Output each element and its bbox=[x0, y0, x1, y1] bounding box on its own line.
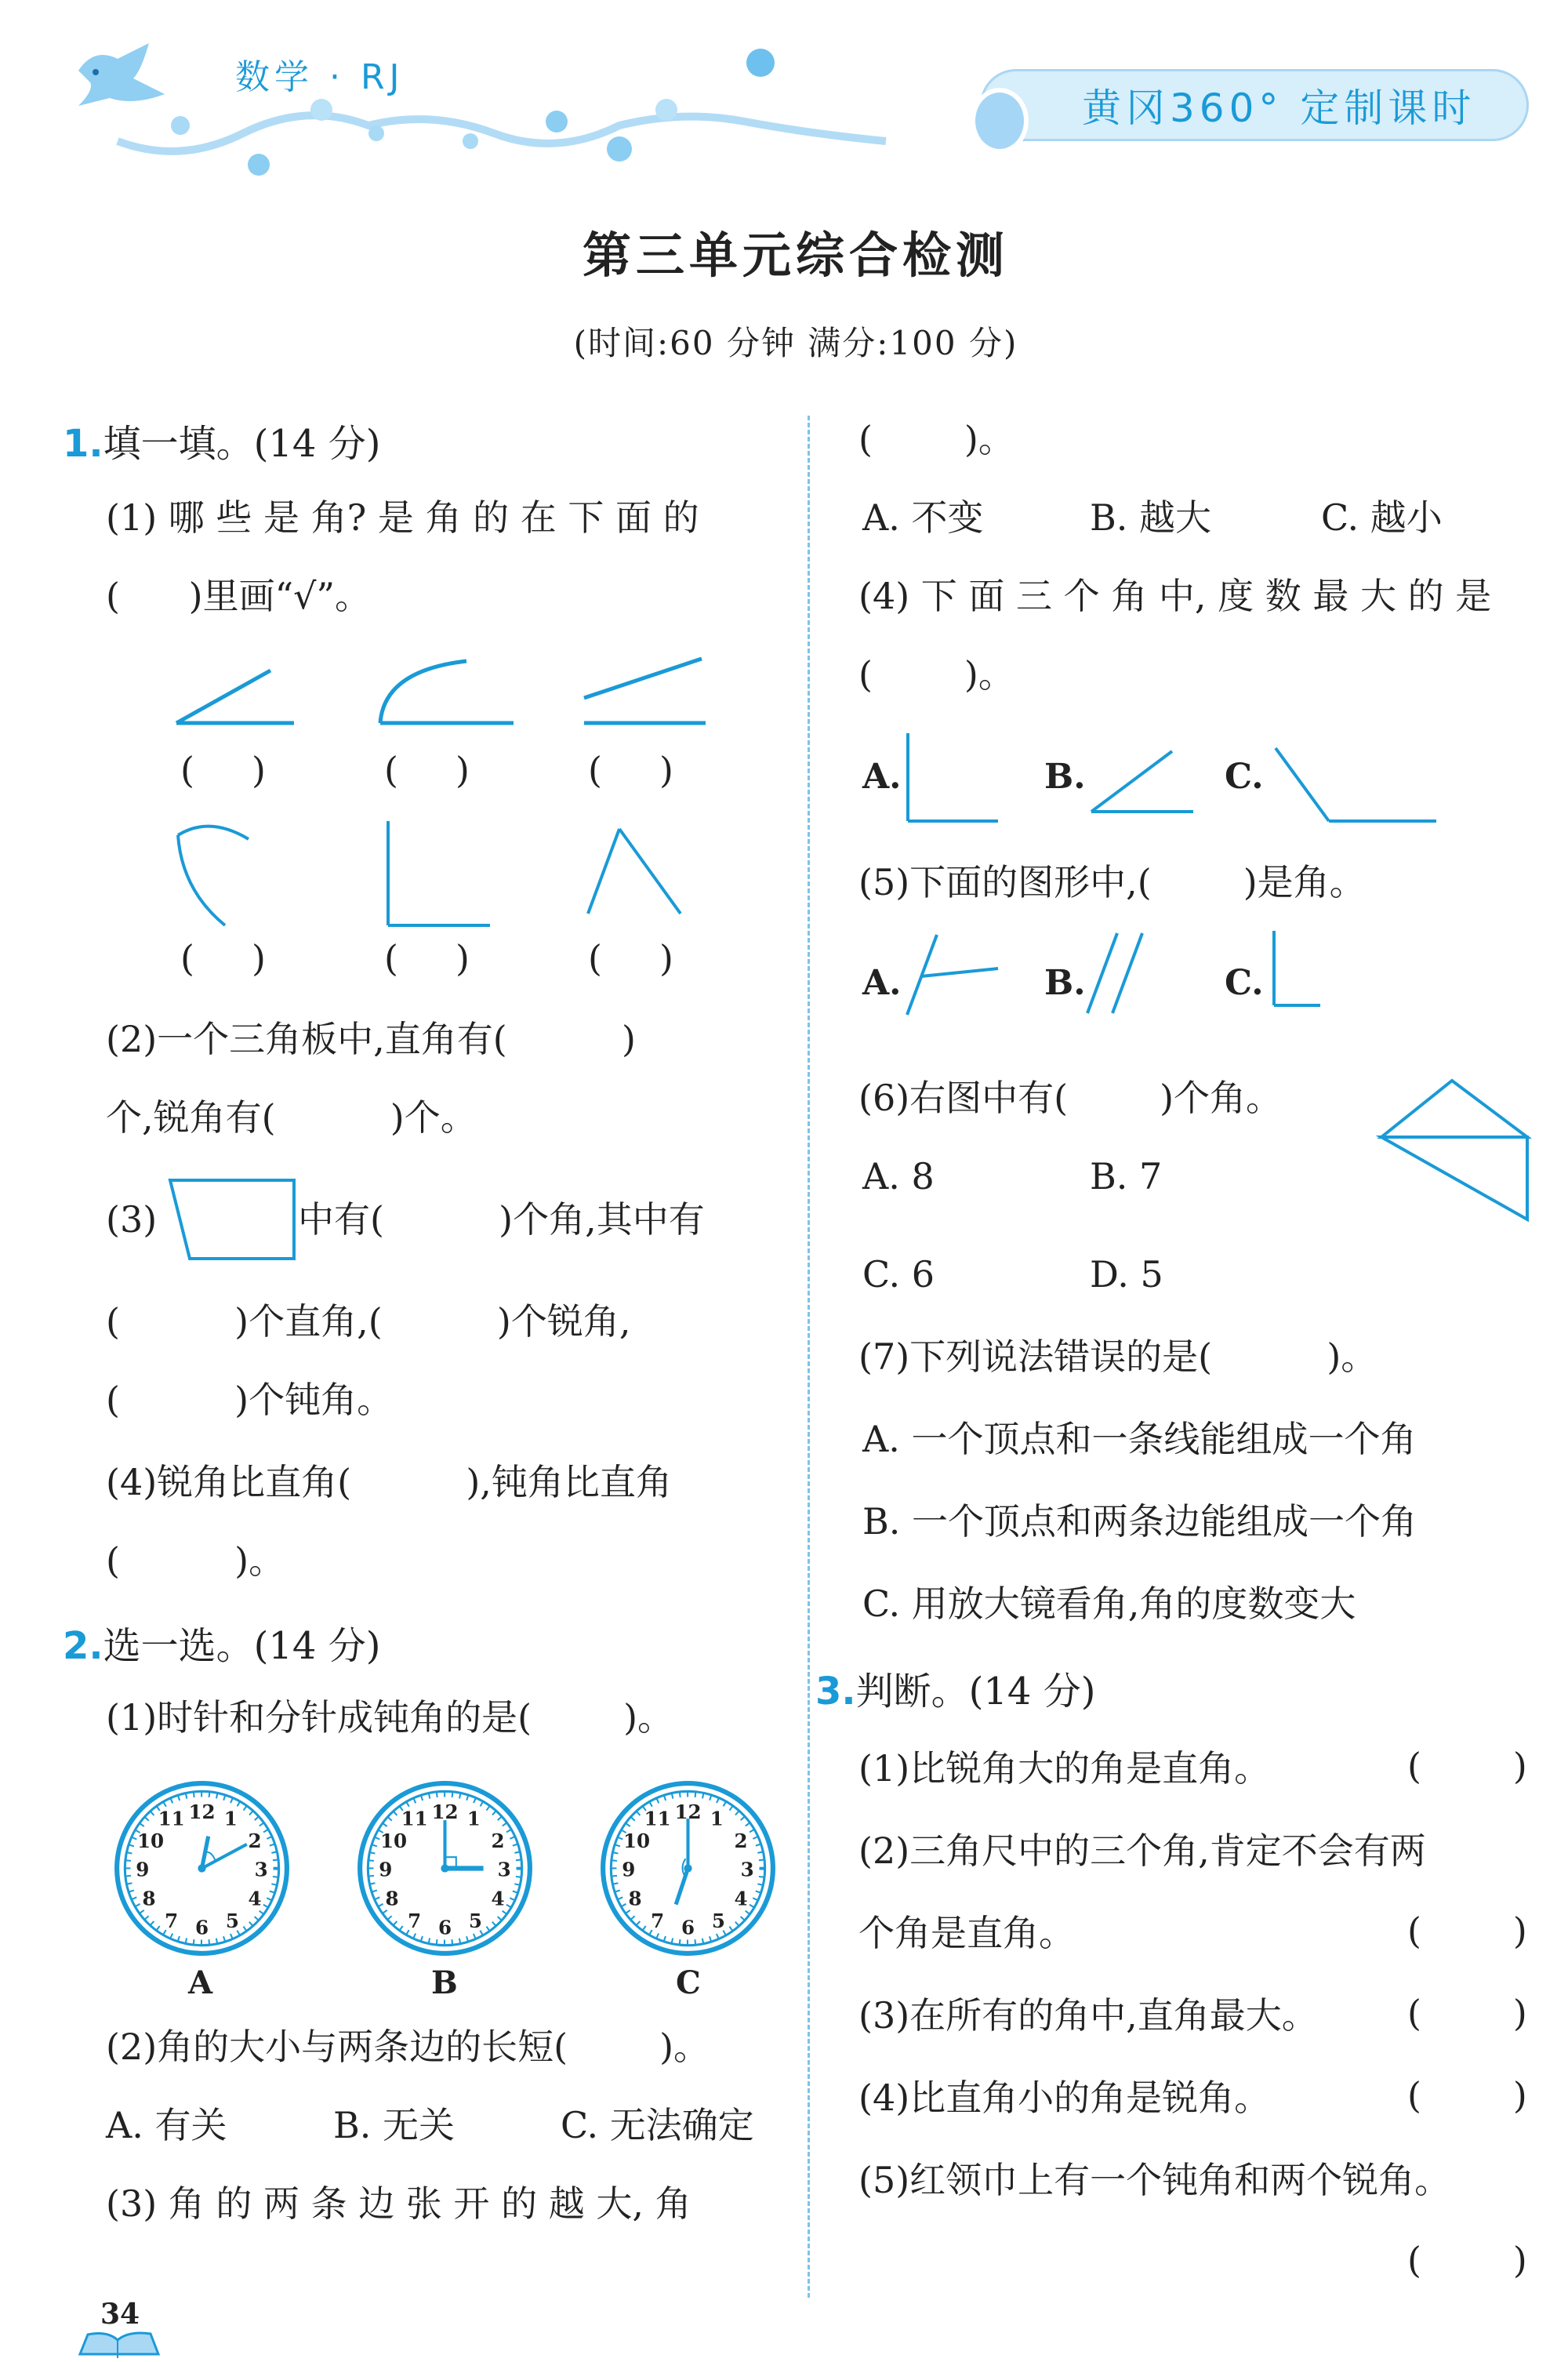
q3-2-text-cont: 个角是直角。 bbox=[858, 1912, 1075, 1954]
svg-text:6: 6 bbox=[681, 1916, 695, 1939]
svg-text:11: 11 bbox=[401, 1807, 428, 1830]
figure-open-lines bbox=[580, 655, 721, 725]
figure-trapezoid bbox=[169, 1176, 294, 1263]
svg-text:2: 2 bbox=[734, 1829, 748, 1852]
q2-4-option-a[interactable]: A. bbox=[862, 757, 902, 797]
q1-3-line1: 中有( )个角,其中有 bbox=[298, 1198, 705, 1241]
clock-b-label: B bbox=[431, 1964, 458, 2001]
q3-5-text: (5)红领巾上有一个钝角和两个锐角。 bbox=[858, 2159, 1451, 2201]
q2-5-figure-b-parallel-lines bbox=[1086, 932, 1149, 1018]
q2-5-text: (5)下面的图形中,( )是角。 bbox=[858, 861, 1366, 903]
subject-label: 数学 · RJ bbox=[235, 57, 405, 97]
q2-3-line1: (3) 角 的 两 条 边 张 开 的 越 大, 角 bbox=[106, 2182, 691, 2225]
svg-text:6: 6 bbox=[437, 1916, 452, 1939]
svg-text:10: 10 bbox=[622, 1829, 651, 1852]
svg-text:7: 7 bbox=[651, 1910, 665, 1933]
q2-7-option-a[interactable]: A. 一个顶点和一条线能组成一个角 bbox=[862, 1418, 1417, 1460]
section-2-heading: 2.选一选。(14 分) bbox=[63, 1624, 381, 1668]
page-title: 第三单元综合检测 bbox=[582, 227, 1009, 284]
q2-3-option-b[interactable]: B. 越大 bbox=[1090, 496, 1212, 539]
svg-text:3: 3 bbox=[740, 1858, 754, 1881]
q2-4-line1: (4) 下 面 三 个 角 中, 度 数 最 大 的 是 bbox=[858, 575, 1492, 617]
answer-blank-1f[interactable]: ( ) bbox=[588, 937, 674, 979]
svg-text:3: 3 bbox=[497, 1858, 511, 1881]
figure-two-curves bbox=[174, 819, 299, 929]
clock-c-icon bbox=[600, 1780, 776, 1957]
figure-right-angle bbox=[384, 819, 510, 929]
svg-text:7: 7 bbox=[165, 1910, 179, 1933]
svg-text:1: 1 bbox=[223, 1807, 238, 1830]
svg-text:5: 5 bbox=[468, 1910, 482, 1933]
q2-3-option-c[interactable]: C. 越小 bbox=[1321, 496, 1443, 539]
page-number: 34 bbox=[100, 2298, 140, 2331]
q2-6-option-a[interactable]: A. 8 bbox=[862, 1155, 935, 1197]
figure-acute-angle bbox=[172, 655, 298, 725]
answer-blank-1c[interactable]: ( ) bbox=[588, 749, 674, 791]
answer-blank-1d[interactable]: ( ) bbox=[180, 937, 267, 979]
q2-6-option-b[interactable]: B. 7 bbox=[1090, 1155, 1163, 1197]
svg-text:1: 1 bbox=[710, 1807, 724, 1830]
svg-text:9: 9 bbox=[379, 1858, 393, 1881]
svg-text:2: 2 bbox=[491, 1829, 505, 1852]
svg-text:5: 5 bbox=[711, 1910, 725, 1933]
q1-2-line2: 个,锐角有( )个。 bbox=[106, 1096, 477, 1139]
q3-4-answer-blank[interactable]: ( ) bbox=[1407, 2074, 1527, 2117]
q2-6-option-d[interactable]: D. 5 bbox=[1090, 1253, 1163, 1295]
exam-info: (时间:60 分钟 满分:100 分) bbox=[573, 324, 1018, 362]
svg-text:11: 11 bbox=[644, 1807, 671, 1830]
q2-2-option-a[interactable]: A. 有关 bbox=[106, 2104, 227, 2146]
svg-text:12: 12 bbox=[188, 1801, 216, 1824]
q2-1-text: (1)时针和分针成钝角的是( )。 bbox=[106, 1696, 674, 1739]
q3-2-answer-blank[interactable]: ( ) bbox=[1407, 1910, 1527, 1952]
svg-text:8: 8 bbox=[628, 1887, 642, 1910]
q2-2-option-c[interactable]: C. 无法确定 bbox=[561, 2104, 754, 2146]
clock-b-icon bbox=[357, 1780, 533, 1957]
q1-4-line1: (4)锐角比直角( ),钝角比直角 bbox=[106, 1461, 672, 1503]
series-badge-text: 黄冈360° 定制课时 bbox=[1082, 85, 1476, 131]
q3-2-text: (2)三角尺中的三个角,肯定不会有两 bbox=[858, 1830, 1426, 1872]
open-book-icon bbox=[72, 2331, 166, 2362]
svg-text:4: 4 bbox=[248, 1887, 262, 1910]
q2-6-option-c[interactable]: C. 6 bbox=[862, 1253, 935, 1295]
clock-c-label: C bbox=[676, 1964, 701, 2001]
figure-caret-angle bbox=[584, 827, 710, 929]
answer-blank-1e[interactable]: ( ) bbox=[384, 937, 470, 979]
q1-2-line1: (2)一个三角板中,直角有( ) bbox=[106, 1018, 636, 1060]
section-3-heading: 3.判断。(14 分) bbox=[815, 1670, 1096, 1713]
q1-4-line2: ( )。 bbox=[106, 1539, 285, 1582]
svg-text:5: 5 bbox=[225, 1910, 239, 1933]
svg-text:12: 12 bbox=[431, 1801, 459, 1824]
svg-text:10: 10 bbox=[136, 1829, 165, 1852]
q2-6-text: (6)右图中有( )个角。 bbox=[858, 1077, 1283, 1119]
q3-3-text: (3)在所有的角中,直角最大。 bbox=[858, 1994, 1318, 2037]
svg-text:9: 9 bbox=[622, 1858, 636, 1881]
q1-3-line3: ( )个钝角。 bbox=[106, 1379, 394, 1421]
q2-5-option-c[interactable]: C. bbox=[1225, 963, 1264, 1003]
section-1-heading: 1.填一填。(14 分) bbox=[63, 422, 381, 466]
answer-blank-1a[interactable]: ( ) bbox=[180, 749, 267, 791]
q2-2-text: (2)角的大小与两条边的长短( )。 bbox=[106, 2026, 710, 2068]
q2-4-option-c[interactable]: C. bbox=[1225, 757, 1264, 797]
q3-4-text: (4)比直角小的角是锐角。 bbox=[858, 2077, 1271, 2119]
svg-text:12: 12 bbox=[674, 1801, 702, 1824]
svg-text:9: 9 bbox=[136, 1858, 150, 1881]
q2-3-option-a[interactable]: A. 不变 bbox=[862, 496, 984, 539]
svg-text:8: 8 bbox=[385, 1887, 399, 1910]
q2-4-figure-c-obtuse-angle bbox=[1274, 747, 1439, 825]
column-divider bbox=[808, 416, 810, 2298]
q2-4-figure-a-right-angle bbox=[906, 733, 1000, 823]
q1-3-prefix: (3) bbox=[106, 1198, 158, 1241]
q1-1-line1: (1) 哪 些 是 角? 是 角 的 在 下 面 的 bbox=[106, 496, 699, 539]
svg-text:2: 2 bbox=[248, 1829, 262, 1852]
svg-text:10: 10 bbox=[379, 1829, 408, 1852]
clock-a-icon bbox=[114, 1780, 290, 1957]
q2-5-option-a[interactable]: A. bbox=[862, 963, 902, 1003]
svg-text:4: 4 bbox=[734, 1887, 748, 1910]
q2-3-line2: ( )。 bbox=[858, 418, 1014, 460]
q2-7-text: (7)下列说法错误的是( )。 bbox=[858, 1335, 1377, 1378]
figure-curved-angle bbox=[376, 655, 517, 725]
q2-5-option-b[interactable]: B. bbox=[1044, 963, 1086, 1003]
q2-2-option-b[interactable]: B. 无关 bbox=[333, 2104, 456, 2146]
clock-a-label: A bbox=[188, 1964, 213, 2001]
q3-1-answer-blank[interactable]: ( ) bbox=[1407, 1745, 1527, 1787]
svg-text:7: 7 bbox=[408, 1910, 422, 1933]
svg-text:1: 1 bbox=[466, 1807, 481, 1830]
svg-text:11: 11 bbox=[158, 1807, 185, 1830]
q2-4-figure-b-acute-angle bbox=[1090, 749, 1196, 816]
q3-3-answer-blank[interactable]: ( ) bbox=[1407, 1992, 1527, 2034]
q2-4-option-b[interactable]: B. bbox=[1044, 757, 1086, 797]
svg-text:6: 6 bbox=[194, 1916, 209, 1939]
q1-3-line2: ( )个直角,( )个锐角, bbox=[106, 1300, 631, 1343]
q2-7-option-c[interactable]: C. 用放大镜看角,角的度数变大 bbox=[862, 1583, 1356, 1625]
q2-7-option-b[interactable]: B. 一个顶点和两条边能组成一个角 bbox=[862, 1500, 1417, 1543]
q2-5-figure-c-right-angle bbox=[1272, 931, 1327, 1009]
svg-text:4: 4 bbox=[491, 1887, 505, 1910]
q2-4-line2: ( )。 bbox=[858, 653, 1014, 696]
svg-text:8: 8 bbox=[142, 1887, 156, 1910]
q2-5-figure-a-crossing-lines bbox=[906, 933, 1000, 1019]
q2-6-figure-kite bbox=[1380, 1074, 1537, 1223]
q3-1-text: (1)比锐角大的角是直角。 bbox=[858, 1747, 1271, 1790]
q3-5-answer-blank[interactable]: ( ) bbox=[1407, 2239, 1527, 2281]
answer-blank-1b[interactable]: ( ) bbox=[384, 749, 470, 791]
badge-circle-decoration bbox=[971, 88, 1029, 154]
svg-text:3: 3 bbox=[254, 1858, 268, 1881]
q1-1-line2: ( )里画“√”。 bbox=[106, 575, 371, 617]
